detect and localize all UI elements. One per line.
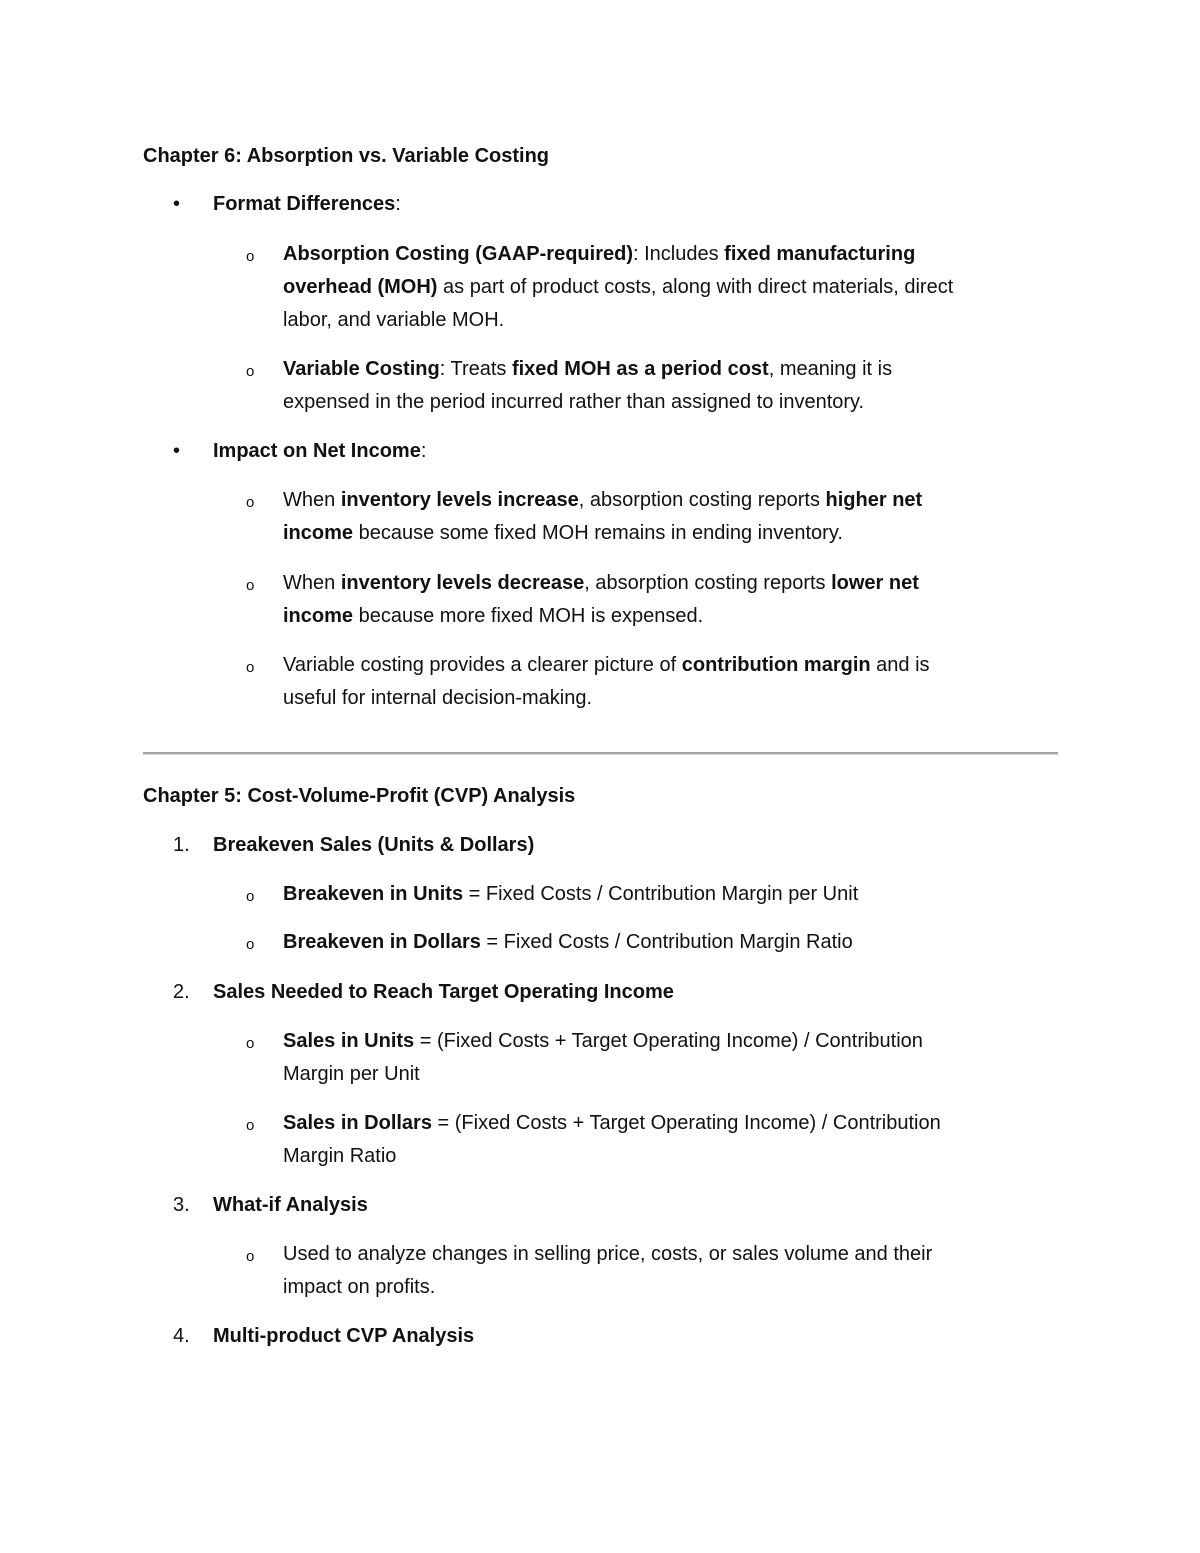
sub-bullet-marker: o [246,888,255,905]
sub-bullet-marker: o [246,1117,255,1134]
list-number: 1. [173,834,190,856]
bullet-marker: • [173,193,181,215]
bullet-marker: • [173,440,181,462]
sub-bullet-marker: o [246,659,255,676]
sub-bullet-marker: o [246,248,255,265]
list-number: 3. [173,1194,190,1216]
list-number: 4. [173,1325,190,1347]
sub-bullet-marker: o [246,936,255,953]
sub-bullet-marker: o [246,494,255,511]
chapter5-heading: Chapter 5: Cost-Volume-Profit (CVP) Analysis [143,785,576,807]
list-number: 2. [173,981,190,1003]
chapter6-heading: Chapter 6: Absorption vs. Variable Costing [143,145,549,167]
sub-bullet-marker: o [246,1035,255,1052]
impact-net-income-label: Impact on Net Income [213,440,421,462]
sub-bullet-marker: o [246,363,255,380]
sub-bullet-marker: o [246,1248,255,1265]
section-divider [143,752,1058,755]
document-page: Chapter 6: Absorption vs. Variable Costing • Format Differences: o Absorption Costing (GAAP-required): Includes fixed manufacturing overhead (MOH) as part of product costs, along with direct materials, direct labor, and variable MOH. o Variable Costing: Treats fixed MOH as a period cost, meaning it is expensed in the period incurred rather than assigned to inventory. • Impact on Net Income: o When inventory levels increase, absorption costing reports higher net income because some fixed MOH remains in ending inventory. o When inventory levels decrease, absorption costing reports lower net income because more fixed MOH is expensed. o Variable costing provides a clearer picture of contribution margin and is useful for internal decision-making. Chapter 5: Cost-Volume-Profit (CVP) Analysis 1. Breakeven Sales (Units & Dollars) o Breakeven in Units = Fixed Costs / Contribution Margin per Unit o Breakeven in Dollars = Fixed Costs / Contribution Margin Ratio 2. Sales Needed to Reach Target Operating Income o Sales in Units = (Fixed Costs + Target Operating Income) / Contribution Margin per Unit o Sales in Dollars = (Fixed Costs + Target Operating Income) / Contribution Margin Ratio 3. What-if Analysis o Used to analyze changes in selling price, costs, or sales volume and their impact on profits. 4. Multi-product CVP Analysis [0,0,1200,1553]
sub-bullet-marker: o [246,577,255,594]
format-differences-label: Format Differences [213,193,396,215]
